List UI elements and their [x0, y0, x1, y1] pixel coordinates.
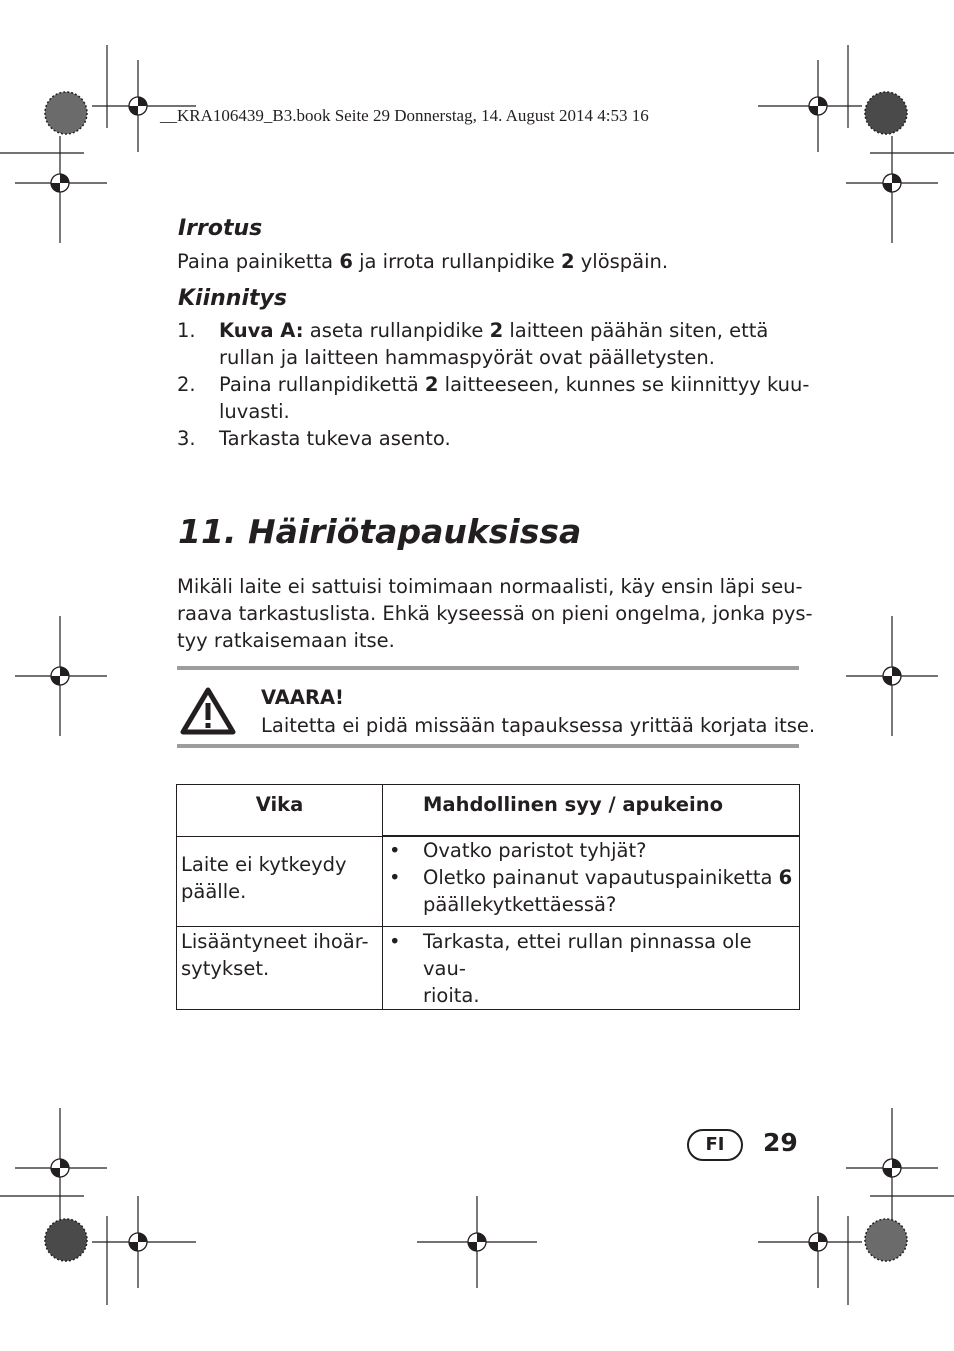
removal-heading: Irrotus — [178, 216, 263, 241]
attachment-heading: Kiinnitys — [178, 286, 287, 311]
troubleshooting-table — [176, 784, 800, 1010]
warning-box — [177, 666, 816, 748]
text-fragment: Paina rullanpidikettä — [219, 373, 425, 396]
text-line: Ovatko paristot tyhjät? — [423, 839, 647, 862]
text-line: sytykset. — [181, 956, 270, 980]
step-number: 3. — [177, 427, 196, 450]
text-fragment: Paina painiketta — [177, 250, 340, 273]
removal-text — [177, 248, 668, 275]
warning-title: VAARA! — [261, 686, 344, 709]
text-fragment: Tarkasta tukeva asento. — [219, 427, 451, 450]
part-number: 6 — [339, 250, 353, 273]
fault-cell — [177, 926, 383, 1009]
column-header-cause: Mahdollinen syy / apukeino — [383, 785, 800, 837]
text-line: Mikäli laite ei sattuisi toimimaan normaalisti, käy ensin läpi seu- — [177, 575, 803, 598]
text-line: päälle. — [181, 879, 247, 903]
figure-reference: Kuva A: — [219, 319, 304, 342]
part-number: 6 — [778, 866, 793, 889]
table-row — [177, 926, 800, 1009]
text-fragment: aseta rullanpidike — [303, 319, 490, 342]
step-number: 2. — [177, 373, 196, 396]
text-line: tyy ratkaisemaan itse. — [177, 629, 395, 652]
bullet-icon: • — [389, 866, 401, 889]
text-line: raava tarkastuslista. Ehkä kyseessä on pieni ongelma, jonka pys- — [177, 602, 813, 625]
text-fragment: ja irrota rullanpidike — [352, 250, 561, 273]
section-title: 11. Häiriötapauksissa — [178, 512, 582, 551]
text-line: Laite ei kytkeydy — [181, 852, 347, 876]
text-line: rioita. — [423, 983, 480, 1007]
table-header-row — [177, 785, 800, 837]
text-line: Oletko painanut vapautuspainiketta — [423, 866, 779, 889]
list-item — [383, 837, 799, 864]
column-header-fault: Vika — [177, 785, 383, 837]
text-fragment: luvasti. — [219, 400, 290, 423]
text-line: Tarkasta, ettei rullan pinnassa ole vau- — [423, 929, 752, 980]
page-number: 29 — [763, 1128, 798, 1157]
part-number: 2 — [560, 250, 575, 273]
section-intro — [177, 573, 813, 654]
text-line: Lisääntyneet ihoär- — [181, 929, 369, 953]
table-row — [177, 836, 800, 926]
bullet-icon: • — [389, 929, 401, 953]
fault-cell — [177, 836, 383, 926]
text-fragment: laitteeseen, kunnes se kiinnittyy kuu- — [438, 373, 810, 396]
list-item — [383, 928, 799, 1009]
text-fragment: ylöspäin. — [574, 250, 669, 273]
print-header: __KRA106439_B3.book Seite 29 Donnerstag, 14. August 2014 4:53 16 — [160, 106, 649, 125]
text-fragment: laitteen päähän siten, että — [503, 319, 769, 342]
attachment-steps — [177, 317, 810, 457]
cause-cell — [383, 836, 800, 926]
text-fragment: rullan ja laitteen hammaspyörät ovat päälletysten. — [219, 346, 715, 369]
cause-cell — [383, 926, 800, 1009]
step-number: 1. — [177, 319, 196, 342]
text-line: päällekytkettäessä? — [423, 893, 617, 916]
list-item — [383, 864, 799, 918]
part-number: 2 — [489, 319, 504, 342]
language-badge: FI — [687, 1129, 743, 1161]
warning-text: Laitetta ei pidä missään tapauksessa yrittää korjata itse. — [261, 714, 816, 737]
bullet-icon: • — [389, 839, 401, 862]
part-number: 2 — [424, 373, 439, 396]
warning-triangle-icon — [180, 686, 236, 736]
